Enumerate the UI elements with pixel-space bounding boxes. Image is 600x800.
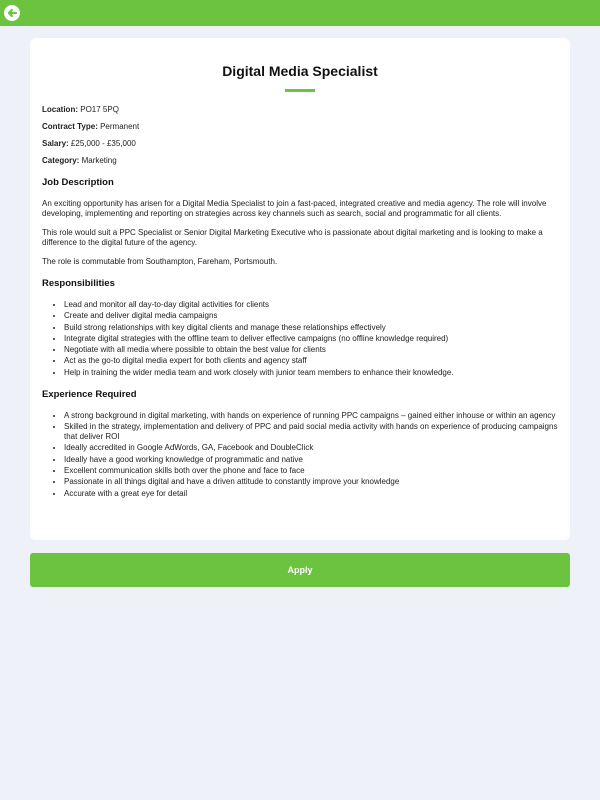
- list-item: • A strong background in digital marketing, with hands on experience of running PPC campaigns – gained either inhouse or within an agency: [64, 411, 558, 421]
- back-arrow-icon: [6, 7, 18, 19]
- list-item: • Act as the go-to digital media expert for both clients and agency staff: [64, 356, 558, 366]
- responsibilities-heading: Responsibilities: [42, 278, 115, 289]
- description-heading: Job Description: [42, 177, 114, 188]
- list-item: • Integrate digital strategies with the offline team to deliver effective campaigns (no offline knowledge required): [64, 334, 558, 344]
- category-value: Marketing: [81, 156, 117, 165]
- back-button[interactable]: [4, 5, 20, 21]
- title-divider: [285, 89, 315, 92]
- location-row: [42, 105, 558, 115]
- contract-label: Contract Type:: [42, 122, 98, 131]
- experience-list: [42, 411, 558, 499]
- list-item: • Negotiate with all media where possible to obtain the best value for clients: [64, 345, 558, 355]
- list-item: • Ideally have a good working knowledge of programmatic and native: [64, 455, 558, 465]
- contract-value: Permanent: [100, 122, 140, 131]
- top-bar: [0, 0, 600, 26]
- list-item: • Lead and monitor all day-to-day digital activities for clients: [64, 300, 558, 310]
- salary-label: Salary:: [42, 139, 69, 148]
- description-paragraph: This role would suit a PPC Specialist or Senior Digital Marketing Executive who is passionate about digital marketing and is looking to make a difference to the digital future of the agency.: [42, 228, 543, 247]
- salary-value: £25,000 - £35,000: [70, 139, 136, 148]
- description-paragraph: An exciting opportunity has arisen for a Digital Media Specialist to join a fast-paced, integrated creative and media agency. The role will involve developing, implementing and reporting on strategies across key channels such as search, social and programmatic for all clients.: [42, 199, 547, 218]
- location-label: Location:: [42, 105, 78, 114]
- list-item: • Excellent communication skills both over the phone and face to face: [64, 466, 558, 476]
- list-item: • Accurate with a great eye for detail: [64, 489, 558, 499]
- apply-button[interactable]: Apply: [30, 553, 570, 587]
- list-item: • Create and deliver digital media campaigns: [64, 311, 558, 321]
- responsibilities-list: [42, 300, 558, 378]
- list-item: • Help in training the wider media team and work closely with junior team members to enhance their knowledge.: [64, 368, 558, 378]
- category-row: [42, 156, 558, 166]
- list-item: • Passionate in all things digital and have a driven attitude to constantly improve your knowledge: [64, 477, 558, 487]
- job-card: [30, 38, 570, 540]
- contract-row: [42, 122, 558, 132]
- salary-row: [42, 139, 558, 149]
- location-value: PO17 5PQ: [80, 105, 119, 114]
- list-item: • Build strong relationships with key digital clients and manage these relationships effectively: [64, 323, 558, 333]
- experience-heading: Experience Required: [42, 388, 137, 400]
- description-paragraph: The role is commutable from Southampton, Fareham, Portsmouth.: [42, 257, 278, 266]
- job-title: Digital Media Specialist: [222, 63, 378, 79]
- list-item: • Ideally accredited in Google AdWords, GA, Facebook and DoubleClick: [64, 443, 558, 453]
- list-item: • Skilled in the strategy, implementation and delivery of PPC and paid social media activity with hands on experience of producing campaigns that deliver ROI: [64, 422, 558, 442]
- category-label: Category:: [42, 156, 80, 165]
